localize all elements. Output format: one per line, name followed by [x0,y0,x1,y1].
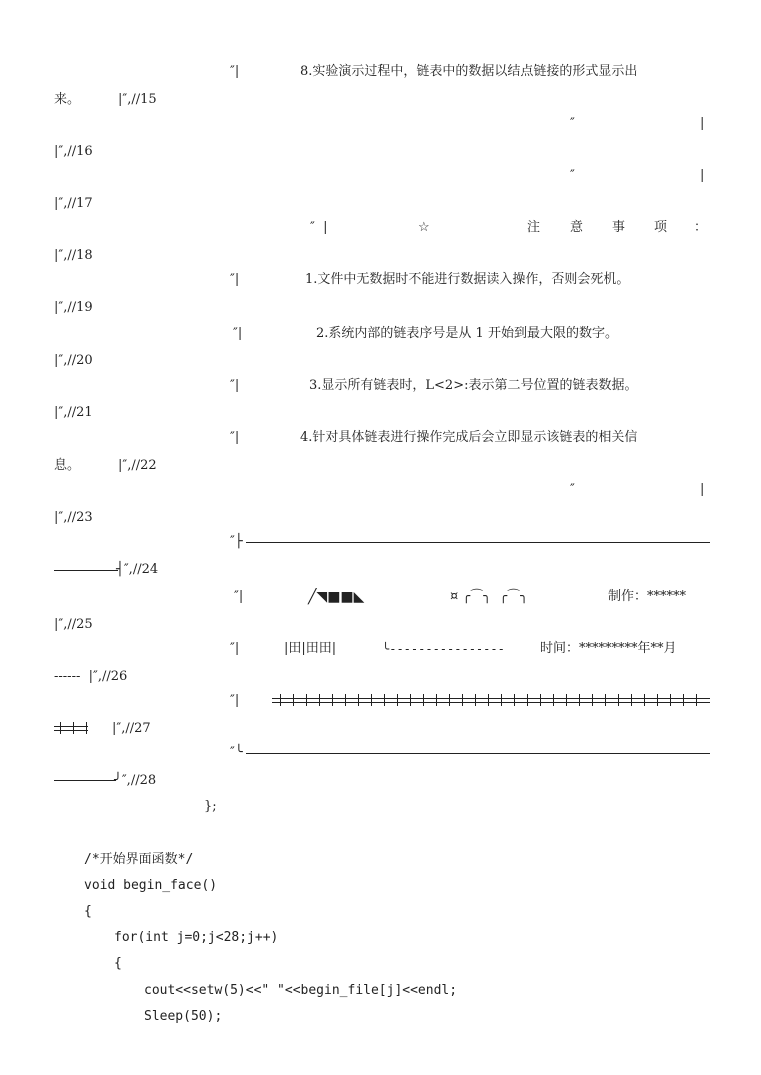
code-open-brace: { [114,956,122,971]
maker-label: 制作：****** [608,589,687,604]
quote-bar: ″| [230,64,240,79]
bottom-border-line [54,780,116,781]
bar-mark: | [700,482,705,497]
note-8-continuation: 来。 [54,92,81,107]
ascii-art-fields: |田|田田| [284,641,337,656]
bar-mark: | [700,116,705,131]
quote-bar: ″| [230,272,240,287]
line-end-23: |″,//23 [54,510,93,525]
ascii-art-clouds: ¤ ╭⌒╮ ╭⌒╮ [450,589,528,604]
quote-tee: ″├ [230,534,243,549]
star-icon: ☆ [418,220,430,235]
line-end-24: ┤″,//24 [116,562,159,577]
code-for-loop: for(int j=0;j<28;j++) [114,930,279,945]
quote-mark: ″ [570,116,575,131]
line-end-26: ------ |″,//26 [54,669,128,684]
quote-bar: ″| [230,641,240,656]
bar-mark: | [700,168,705,183]
line-end-27: |″,//27 [112,721,151,736]
line-end-21: |″,//21 [54,405,93,420]
quote-bar: ″| [234,589,244,604]
fence-posts [60,722,88,734]
quote-corner: ″╰ [230,745,243,760]
notice-heading-char: 意 [570,220,584,235]
note-4-text: 4.针对具体链表进行操作完成后会立即显示该链表的相关信 [300,430,638,445]
quote-mark: ″ [570,482,575,497]
quote-bar: ″| [230,430,240,445]
separator-line [246,542,710,543]
quote-mark: ″ [570,168,575,183]
code-function-declaration: void begin_face() [84,878,218,893]
line-end-22: |″,//22 [118,458,157,473]
line-end-20: |″,//20 [54,353,93,368]
note-3-text: 3.显示所有链表时，L<2>:表示第二号位置的链表数据。 [309,378,638,393]
time-label: 时间：*********年**月 [540,641,677,656]
note-2-text: 2.系统内部的链表序号是从 1 开始到最大限的数字。 [316,326,618,341]
quote-bar: ″| [230,378,240,393]
code-comment: /*开始界面函数*/ [84,852,194,867]
fence-posts [280,694,708,706]
code-open-brace: { [84,904,92,919]
line-end-19: |″,//19 [54,300,93,315]
line-end-18: |″,//18 [54,248,93,263]
quote-bar: ″| [233,326,243,341]
line-end-15: |″,//15 [118,92,157,107]
ascii-art-dashes: ╰---------------- [382,642,505,656]
quote-bar: ″| [230,693,240,708]
array-close: }; [204,799,217,814]
line-end-25: |″,//25 [54,617,93,632]
notice-heading-char: 事 [612,220,626,235]
quote-bar: ″ | [310,220,328,235]
code-sleep-statement: Sleep(50); [144,1009,223,1024]
notice-heading-char: 注 [527,220,541,235]
separator-line [54,570,118,571]
line-end-17: |″,//17 [54,196,93,211]
note-1-text: 1.文件中无数据时不能进行数据读入操作，否则会死机。 [305,272,630,287]
notice-heading-char: 项 [654,220,668,235]
code-cout-statement: cout<<setw(5)<<" "<<begin_file[j]<<endl; [144,983,458,998]
note-4-continuation: 息。 [54,458,81,473]
line-end-16: |″,//16 [54,144,93,159]
note-8-text: 8.实验演示过程中，链表中的数据以结点链接的形式显示出 [300,64,638,79]
notice-heading-colon: ： [694,220,708,235]
ascii-art-blocks: ╱◥■■◣ [308,589,365,605]
line-end-28: ╯″,//28 [114,773,157,788]
bottom-border-line [246,753,710,754]
